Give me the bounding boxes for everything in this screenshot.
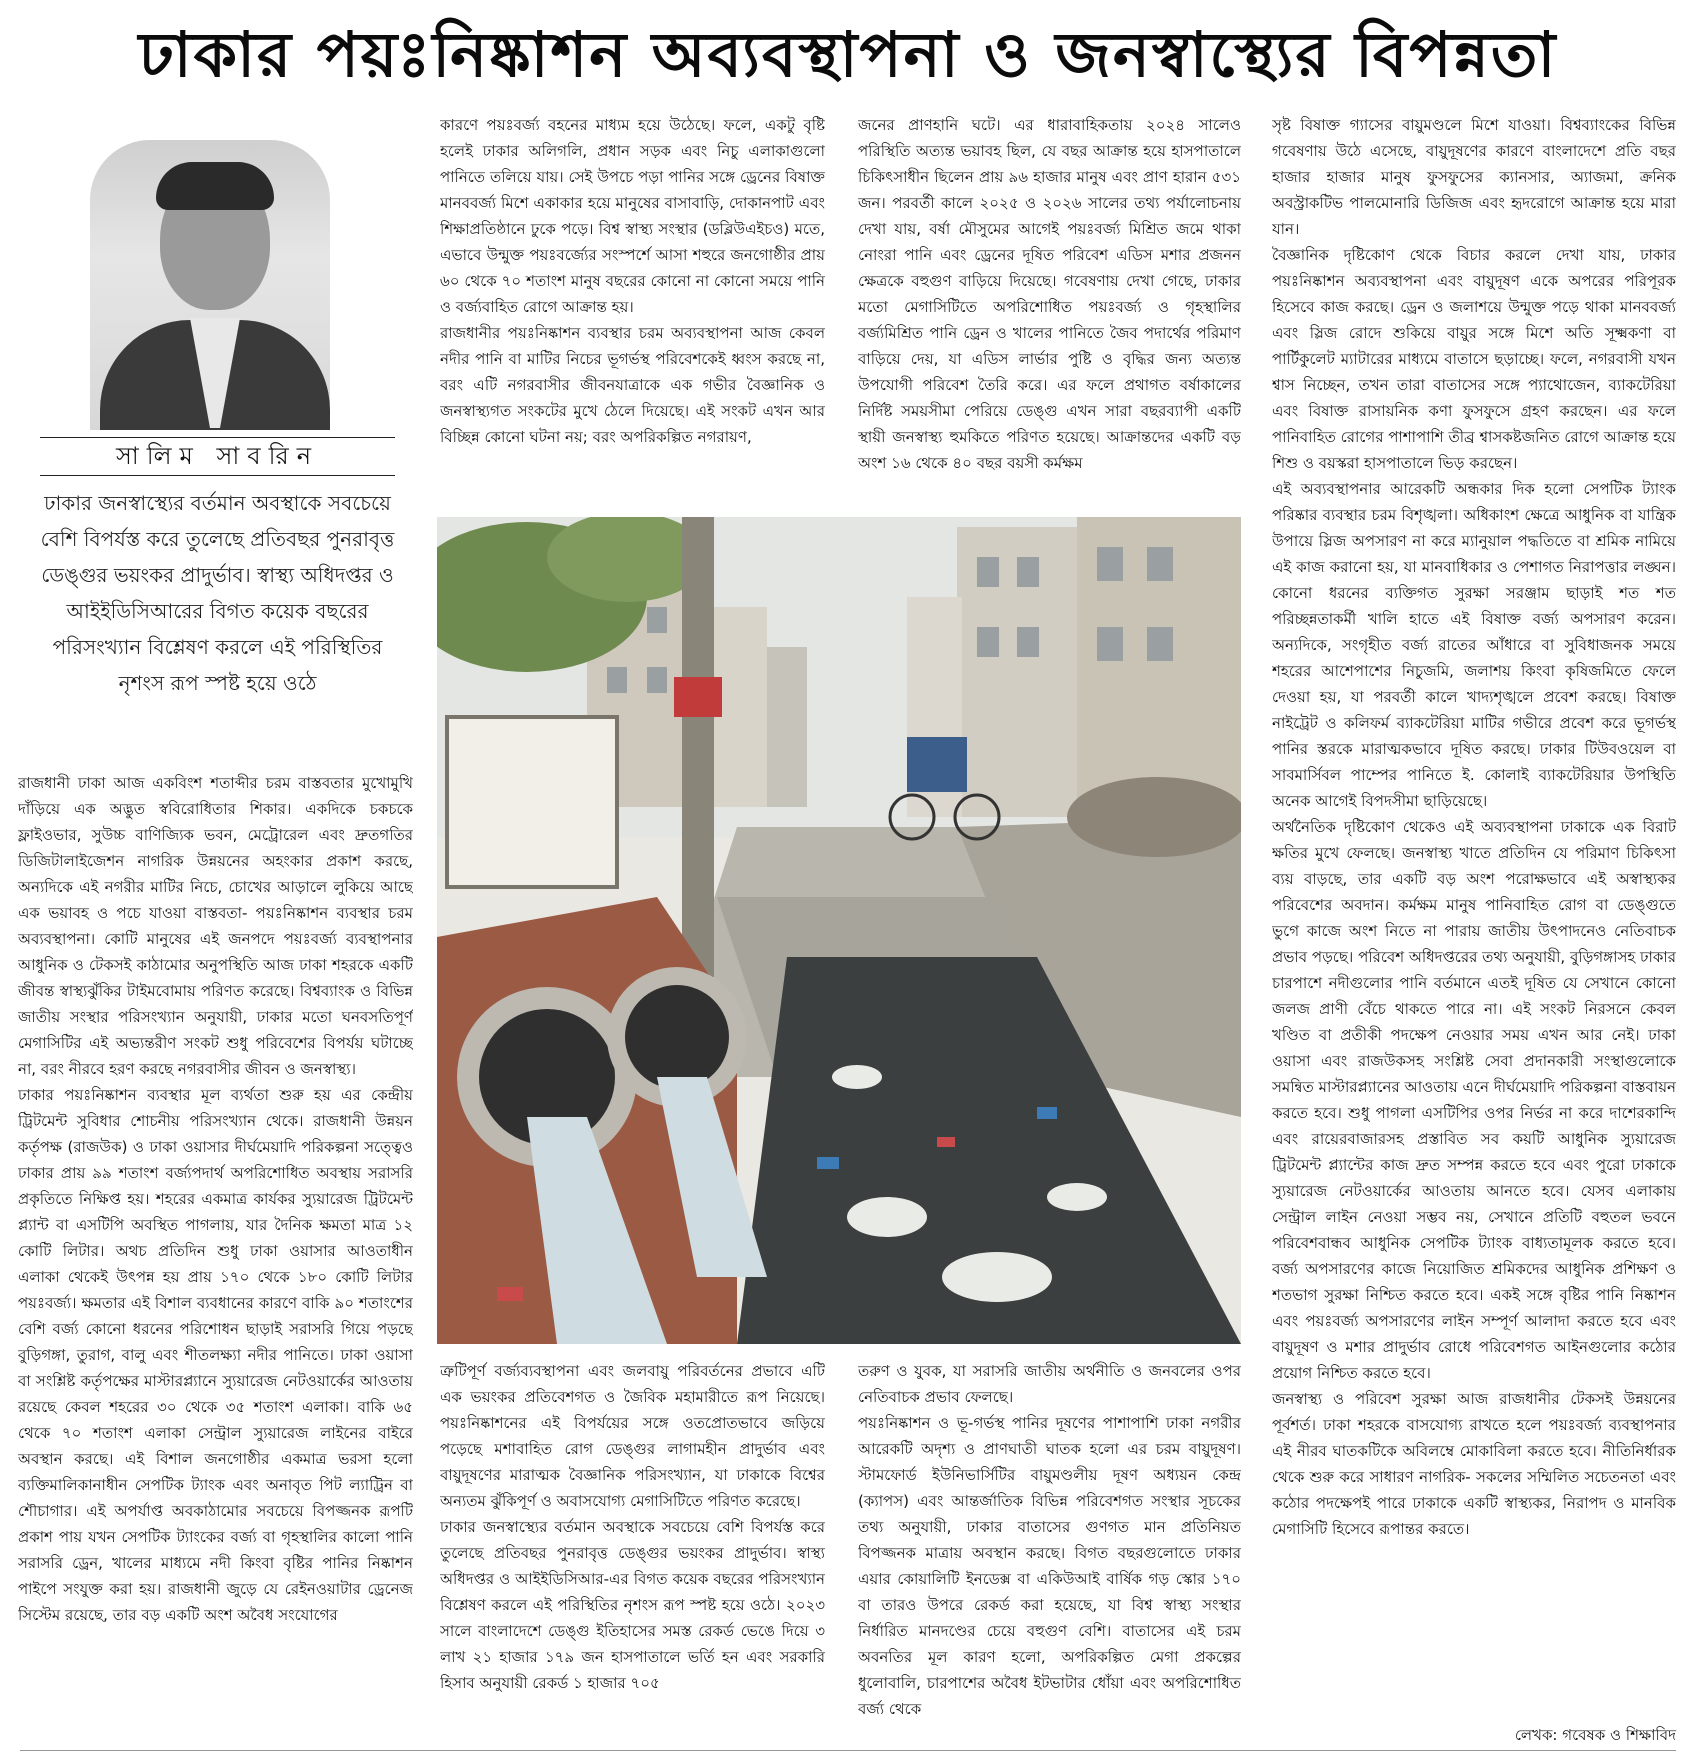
paragraph: ঢাকার পয়ঃনিষ্কাশন ব্যবস্থার মূল ব্যর্থতা শুরু হয় এর কেন্দ্রীয় ট্রিটমেন্ট সুবিধার শোচনীয় পরিসংখ্যান থেকে। রাজধানী উন্নয়ন কর্তৃপক্ষ (রাজউক) ও ঢাকা ওয়াসার দীর্ঘমেয়াদি পরিকল্পনা সত্ত্বেও ঢাকার প্রায় ৯৯ শতাংশ বর্জ্যপদার্থ অপরিশোধিত অবস্থায় সরাসরি প্রকৃতিতে নিক্ষিপ্ত হয়। শহরের একমাত্র কার্যকর স্যুয়ারেজ ট্রিটমেন্ট প্ল্যান্ট বা এসটিপি অবস্থিত পাগলায়, যার দৈনিক ক্ষমতা মাত্র ১২ কোটি লিটার। অথচ প্রতিদিন শুধু ঢাকা ওয়াসার আওতাধীন এলাকা থেকেই উৎপন্ন হয় প্রায় ১৭০ থেকে ১৮০ কোটি লিটার পয়ঃবর্জ্য। ক্ষমতার এই বিশাল ব্যবধানের কারণে বাকি ৯০ শতাংশের বেশি বর্জ্য কোনো ধরনের পরিশোধন ছাড়াই সরাসরি গিয়ে পড়ছে বুড়িগঙ্গা, তুরাগ, বালু এবং শীতলক্ষ্যা নদীর পানিতে। ঢাকা ওয়াসা বা সংশ্লিষ্ট কর্তৃপক্ষের মাস্টারপ্ল্যানে স্যুয়ারেজ নেটওয়ার্কের আওতায় রয়েছে কেবল শহরের ৩০ থেকে ৩৫ শতাংশ এলাকা। বাকি ৬৫ থেকে ৭০ শতাংশ এলাকা সেন্ট্রাল স্যুয়ারেজ লাইনের বাইরে অবস্থান করছে। এই বিশাল জনগোষ্ঠীর একমাত্র ভরসা হলো ব্যক্তিমালিকানাধীন সেপটিক ট্যাংক এবং অনাবৃত পিট ল্যাট্রিন বা শৌচাগার। এই অপর্যাপ্ত অবকাঠামোর সবচেয়ে বিপজ্জনক রূপটি প্রকাশ পায় যখন সেপটিক ট্যাংকের বর্জ্য বা গৃহস্থালির কালো পানি সরাসরি ড্রেন, খালের মাধ্যমে নদী কিংবা বৃষ্টির পানির নিষ্কাশন পাইপে সংযুক্ত করা হয়। রাজধানী জুড়ে যে রেইনওয়াটার ড্রেনেজ সিস্টেম রয়েছে, তার বড় একটি অংশ অবৈধ সংযোগের — [18, 1086, 413, 1624]
footer-rule — [20, 1750, 1676, 1751]
pull-quote: ঢাকার জনস্বাস্থ্যের বর্তমান অবস্থাকে সবচেয়ে বেশি বিপর্যস্ত করে তুলেছে প্রতিবছর পুনরাবৃত্ত ডেঙ্গুর ভয়ংকর প্রাদুর্ভাব। স্বাস্থ্য অধিদপ্তর ও আইইডিসিআরের বিগত কয়েক বছরের পরিসংখ্যান বিশ্লেষণ করলে এই পরিস্থিতির নৃশংস রূপ স্পষ্ট হয়ে ওঠে — [40, 491, 395, 695]
column-1 — [18, 770, 413, 1740]
column-2-top — [440, 112, 825, 507]
paragraph: রাজধানী ঢাকা আজ একবিংশ শতাব্দীর চরম বাস্তবতার মুখোমুখি দাঁড়িয়ে এক অদ্ভুত স্ববিরোধিতার শিকার। একদিকে চকচকে ফ্লাইওভার, সুউচ্চ বাণিজ্যিক ভবন, মেট্রোরেল এবং দ্রুতগতির ডিজিটালাইজেশন নাগরিক উন্নয়নের অহংকার প্রকাশ করছে, অন্যদিকে এই নগরীর মাটির নিচে, চোখের আড়ালে লুকিয়ে আছে এক ভয়াবহ ও পচে যাওয়া বাস্তবতা- পয়ঃনিষ্কাশন ব্যবস্থার চরম অব্যবস্থাপনা। কোটি মানুষের এই জনপদে পয়ঃবর্জ্য ব্যবস্থাপনার আধুনিক ও টেকসই কাঠামোর অনুপস্থিতি আজ ঢাকা শহরকে একটি জীবন্ত স্বাস্থ্যঝুঁকির টাইমবোমায় পরিণত করেছে। বিশ্বব্যাংক ও বিভিন্ন জাতীয় সংস্থার পরিসংখ্যান অনুযায়ী, ঢাকার মতো ঘনবসতিপূর্ণ মেগাসিটির এই অভ্যন্তরীণ সংকট শুধু পরিবেশের বিপর্যয় ঘটাচ্ছে না, বরং নীরবে হরণ করছে নগরবাসীর জীবন ও জনস্বাস্থ্য। — [18, 774, 413, 1078]
paragraph: তরুণ ও যুবক, যা সরাসরি জাতীয় অর্থনীতি ও জনবলের ওপর নেতিবাচক প্রভাব ফেলছে। — [858, 1362, 1241, 1406]
author-credit: লেখক: গবেষক ও শিক্ষাবিদ — [1514, 1726, 1676, 1744]
column-3-bottom — [858, 1358, 1241, 1748]
sewage-drain-illustration — [437, 517, 1241, 1344]
paragraph: অর্থনৈতিক দৃষ্টিকোণ থেকেও এই অব্যবস্থাপনা ঢাকাকে এক বিরাট ক্ষতির মুখে ফেলছে। জনস্বাস্থ্য খাতে প্রতিদিন যে পরিমাণ চিকিৎসা ব্যয় বাড়ছে, তার একটি বড় অংশ পরোক্ষভাবে এই অস্বাস্থ্যকর পরিবেশের অবদান। কর্মক্ষম মানুষ পানিবাহিত রোগ বা ডেঙ্গুতে ভুগে কাজে অংশ নিতে না পারায় জাতীয় উৎপাদনেও নেতিবাচক প্রভাব পড়ছে। পরিবেশ অধিদপ্তরের তথ্য অনুযায়ী, বুড়িগঙ্গাসহ ঢাকার চারপাশে নদীগুলোর পানি বর্তমানে এতই দূষিত যে সেখানে কোনো জলজ প্রাণী বেঁচে থাকতে পারে না। এই সংকট নিরসনে কেবল খণ্ডিত বা প্রতীকী পদক্ষেপ নেওয়ার সময় এখন আর নেই। ঢাকা ওয়াসা এবং রাজউকসহ সংশ্লিষ্ট সেবা প্রদানকারী সংস্থাগুলোকে সমন্বিত মাস্টারপ্ল্যানের আওতায় এনে দীর্ঘমেয়াদি পরিকল্পনা বাস্তবায়ন করতে হবে। শুধু পাগলা এসটিপির ওপর নির্ভর না করে দাশেরকান্দি এবং রায়েরবাজারসহ প্রস্তাবিত সব কয়টি আধুনিক স্যুয়ারেজ ট্রিটমেন্ট প্ল্যান্টের কাজ দ্রুত সম্পন্ন করতে হবে এবং পুরো ঢাকাকে স্যুয়ারেজ নেটওয়ার্কের আওতায় আনতে হবে। যেসব এলাকায় সেন্ট্রাল লাইন নেওয়া সম্ভব নয়, সেখানে প্রতিটি বহুতল ভবনে পরিবেশবান্ধব আধুনিক সেপটিক ট্যাংক বাধ্যতামূলক করতে হবে। বর্জ্য অপসারণের কাজে নিয়োজিত শ্রমিকদের আধুনিক প্রশিক্ষণ ও শতভাগ সুরক্ষা নিশ্চিত করতে হবে। একই সঙ্গে বৃষ্টির পানি নিষ্কাশন এবং পয়ঃবর্জ্য অপসারণের লাইন সম্পূর্ণ আলাদা করতে হবে এবং বায়ুদূষণ ও মশার প্রাদুর্ভাব রোধে পরিবেশগত আইনগুলোর কঠোর প্রয়োগ নিশ্চিত করতে হবে। — [1272, 818, 1676, 1382]
column-3-top — [858, 112, 1241, 507]
paragraph: কারণে পয়ঃবর্জ্য বহনের মাধ্যম হয়ে উঠেছে। ফলে, একটু বৃষ্টি হলেই ঢাকার অলিগলি, প্রধান সড়ক এবং নিচু এলাকাগুলো পানিতে তলিয়ে যায়। সেই উপচে পড়া পানির সঙ্গে ড্রেনের বিষাক্ত মানববর্জ্য মিশে একাকার হয়ে মানুষের বাসাবাড়ি, দোকানপাট এবং শিক্ষাপ্রতিষ্ঠানে ঢুকে পড়ে। বিশ্ব স্বাস্থ্য সংস্থার (ডব্লিউএইচও) মতে, এভাবে উন্মুক্ত পয়ঃবর্জ্যের সংস্পর্শে আসা শহুরে জনগোষ্ঠীর প্রায় ৬০ থেকে ৭০ শতাংশ মানুষ বছরের কোনো না কোনো সময়ে পানি ও বর্জ্যবাহিত রোগে আক্রান্ত হয়। — [440, 116, 825, 316]
portrait-hair — [156, 162, 274, 210]
column-4 — [1272, 112, 1676, 1722]
author-byline: সালিম সাবরিন — [115, 442, 320, 470]
paragraph: বৈজ্ঞানিক দৃষ্টিকোণ থেকে বিচার করলে দেখা যায়, ঢাকার পয়ঃনিষ্কাশন অব্যবস্থাপনা এবং বায়ুদূষণ একে অপরের পরিপূরক হিসেবে কাজ করছে। ড্রেন ও জলাশয়ে উন্মুক্ত পড়ে থাকা মানববর্জ্য এবং স্লিজ রোদে শুকিয়ে বায়ুর সঙ্গে মিশে অতি সূক্ষ্মকণা বা পার্টিকুলেট ম্যাটারের মাধ্যমে বাতাসে ছড়াচ্ছে। ফলে, নগরবাসী যখন শ্বাস নিচ্ছেন, তখন তারা বাতাসের সঙ্গে প্যাথোজেন, ব্যাকটেরিয়া এবং বিষাক্ত রাসায়নিক কণা ফুসফুসে গ্রহণ করছেন। এর ফলে পানিবাহিত রোগের পাশাপাশি তীব্র শ্বাসকষ্টজনিত রোগে আক্রান্ত হয়ে শিশু ও বয়স্করা হাসপাতালে ভিড় করছেন। — [1272, 246, 1676, 472]
paragraph: পয়ঃনিষ্কাশন ও ভূ-গর্ভস্থ পানির দূষণের পাশাপাশি ঢাকা নগরীর আরেকটি অদৃশ্য ও প্রাণঘাতী ঘাতক হলো এর চরম বায়ুদূষণ। স্টামফোর্ড ইউনিভার্সিটির বায়ুমণ্ডলীয় দূষণ অধ্যয়ন কেন্দ্র (ক্যাপস) এবং আন্তর্জাতিক বিভিন্ন পরিবেশগত সংস্থার সূচকের তথ্য অনুযায়ী, ঢাকার বাতাসের গুণগত মান প্রতিনিয়ত বিপজ্জনক মাত্রায় অবস্থান করছে। বিগত বছরগুলোতে ঢাকার এয়ার কোয়ালিটি ইনডেক্স বা একিউআই বার্ষিক গড় স্কোর ১৭০ বা তারও উপরে রেকর্ড করা হয়েছে, যা বিশ্ব স্বাস্থ্য সংস্থার নির্ধারিত মানদণ্ডের চেয়ে বহুগুণ বেশি। বাতাসের এই চরম অবনতির মূল কারণ হলো, অপরিকল্পিত মেগা প্রকল্পের ধুলোবালি, চারপাশের অবৈধ ইটভাটার ধোঁয়া এবং অপরিশোধিত বর্জ্য থেকে — [858, 1414, 1241, 1718]
column-2-bottom — [440, 1358, 825, 1748]
paragraph: জনের প্রাণহানি ঘটে। এর ধারাবাহিকতায় ২০২৪ সালেও পরিস্থিতি অত্যন্ত ভয়াবহ ছিল, যে বছর আক্রান্ত হয়ে হাসপাতালে চিকিৎসাধীন ছিলেন প্রায় ৯৬ হাজার মানুষ এবং প্রাণ হারান ৫৩১ জন। পরবর্তী কালে ২০২৫ ও ২০২৬ সালের তথ্য পর্যালোচনায় দেখা যায়, বর্ষা মৌসুমের আগেই পয়ঃবর্জ্য মিশ্রিত জমে থাকা নোংরা পানি এবং ড্রেনের দূষিত পরিবেশ এডিস মশার প্রজনন ক্ষেত্রকে বহুগুণ বাড়িয়ে দিয়েছে। গবেষণায় দেখা গেছে, ঢাকার মতো মেগাসিটিতে অপরিশোধিত পয়ঃবর্জ্য ও গৃহস্থালির বর্জ্যমিশ্রিত পানি ড্রেন ও খালের পানিতে জৈব পদার্থের পরিমাণ বাড়িয়ে দেয়, যা এডিস লার্ভার পুষ্টি ও বৃদ্ধির জন্য অত্যন্ত উপযোগী পরিবেশ তৈরি করে। এর ফলে প্রথাগত বর্ষাকালের নির্দিষ্ট সময়সীমা পেরিয়ে ডেঙ্গু এখন সারা বছরব্যাপী একটি স্থায়ী জনস্বাস্থ্য হুমকিতে পরিণত হয়েছে। আক্রান্তদের একটি বড় অংশ ১৬ থেকে ৪০ বছর বয়সী কর্মক্ষম — [858, 116, 1241, 472]
paragraph: সৃষ্ট বিষাক্ত গ্যাসের বায়ুমণ্ডলে মিশে যাওয়া। বিশ্বব্যাংকের বিভিন্ন গবেষণায় উঠে এসেছে, বায়ুদূষণের কারণে বাংলাদেশে প্রতি বছর হাজার হাজার মানুষ ফুসফুসের ক্যানসার, অ্যাজমা, ক্রনিক অবস্ট্রাকটিভ পালমোনারি ডিজিজ এবং হৃদরোগে আক্রান্ত হয়ে মারা যান। — [1272, 116, 1676, 238]
headline: ঢাকার পয়ঃনিষ্কাশন অব্যবস্থাপনা ও জনস্বাস্থ্যের বিপন্নতা — [138, 18, 1558, 91]
paragraph: ত্রুটিপূর্ণ বর্জ্যব্যবস্থাপনা এবং জলবায়ু পরিবর্তনের প্রভাবে এটি এক ভয়ংকর প্রতিবেশগত ও জৈবিক মহামারীতে রূপ নিয়েছে। পয়ঃনিষ্কাশনের এই বিপর্যয়ের সঙ্গে ওতপ্রোতভাবে জড়িয়ে পড়েছে মশাবাহিত রোগ ডেঙ্গুর লাগামহীন প্রাদুর্ভাব এবং বায়ুদূষণের মারাত্মক বৈজ্ঞানিক পরিসংখ্যান, যা ঢাকাকে বিশ্বের অন্যতম ঝুঁকিপূর্ণ ও অবাসযোগ্য মেগাসিটিতে পরিণত করেছে। — [440, 1362, 825, 1510]
paragraph: জনস্বাস্থ্য ও পরিবেশ সুরক্ষা আজ রাজধানীর টেকসই উন্নয়নের পূর্বশর্ত। ঢাকা শহরকে বাসযোগ্য রাখতে হলে পয়ঃবর্জ্য ব্যবস্থাপনার এই নীরব ঘাতকটিকে অবিলম্বে মোকাবিলা করতে হবে। নীতিনির্ধারক থেকে শুরু করে সাধারণ নাগরিক- সকলের সম্মিলিত সচেতনতা এবং কঠোর পদক্ষেপই পারে ঢাকাকে একটি স্বাস্থ্যকর, নিরাপদ ও মানবিক মেগাসিটি হিসেবে রূপান্তর করতে। — [1272, 1390, 1676, 1538]
byline-bottom-rule — [40, 475, 395, 476]
author-portrait — [90, 140, 330, 430]
paragraph: ঢাকার জনস্বাস্থ্যের বর্তমান অবস্থাকে সবচেয়ে বেশি বিপর্যস্ত করে তুলেছে প্রতিবছর পুনরাবৃত্ত ডেঙ্গুর ভয়ংকর প্রাদুর্ভাব। স্বাস্থ্য অধিদপ্তর ও আইইডিসিআর-এর বিগত কয়েক বছরের পরিসংখ্যান বিশ্লেষণ করলে এই পরিস্থিতির নৃশংস রূপ স্পষ্ট হয়ে ওঠে। ২০২৩ সালে বাংলাদেশে ডেঙ্গু ইতিহাসের সমস্ত রেকর্ড ভেঙে দিয়ে ৩ লাখ ২১ হাজার ১৭৯ জন হাসপাতালে ভর্তি হন এবং সরকারি হিসাব অনুযায়ী রেকর্ড ১ হাজার ৭০৫ — [440, 1518, 825, 1692]
paragraph: রাজধানীর পয়ঃনিষ্কাশন ব্যবস্থার চরম অব্যবস্থাপনা আজ কেবল নদীর পানি বা মাটির নিচের ভূগর্ভস্থ পরিবেশকেই ধ্বংস করছে না, বরং এটি নগরবাসীর জীবনযাত্রাকে এক গভীর বৈজ্ঞানিক ও জনস্বাস্থ্যগত সংকটের মুখে ঠেলে দিয়েছে। এই সংকট এখন আর বিচ্ছিন্ন কোনো ঘটনা নয়; বরং অপরিকল্পিত নগরায়ণ, — [440, 324, 825, 446]
paragraph: এই অব্যবস্থাপনার আরেকটি অন্ধকার দিক হলো সেপটিক ট্যাংক পরিষ্কার ব্যবস্থার চরম বিশৃঙ্খলা। অধিকাংশ ক্ষেত্রে আধুনিক বা যান্ত্রিক উপায়ে স্লিজ অপসারণ না করে ম্যানুয়াল পদ্ধতিতে বা শ্রমিক নামিয়ে এই কাজ করানো হয়, যা মানবাধিকার ও পেশাগত নিরাপত্তার লঙ্ঘন। কোনো ধরনের ব্যক্তিগত সুরক্ষা সরঞ্জাম ছাড়াই শত শত পরিচ্ছন্নতাকর্মী খালি হাতে এই বিষাক্ত বর্জ্য অপসারণ করেন। অন্যদিকে, সংগৃহীত বর্জ্য রাতের আঁধারে বা সুবিধাজনক সময়ে শহরের আশেপাশের নিচুজমি, জলাশয় কিংবা কৃষিজমিতে ফেলে দেওয়া হয়, যা পরবর্তী কালে খাদ্যশৃঙ্খলে প্রবেশ করছে। বিষাক্ত নাইট্রেট ও কলিফর্ম ব্যাকটেরিয়া মাটির গভীরে প্রবেশ করে ভূগর্ভস্থ পানির স্তরকে মারাত্মকভাবে দূষিত করছে। ঢাকার টিউবওয়েল বা সাবমার্সিবল পাম্পের পানিতে ই. কোলাই ব্যাকটেরিয়ার উপস্থিতি অনেক আগেই বিপদসীমা ছাড়িয়েছে। — [1272, 480, 1676, 810]
